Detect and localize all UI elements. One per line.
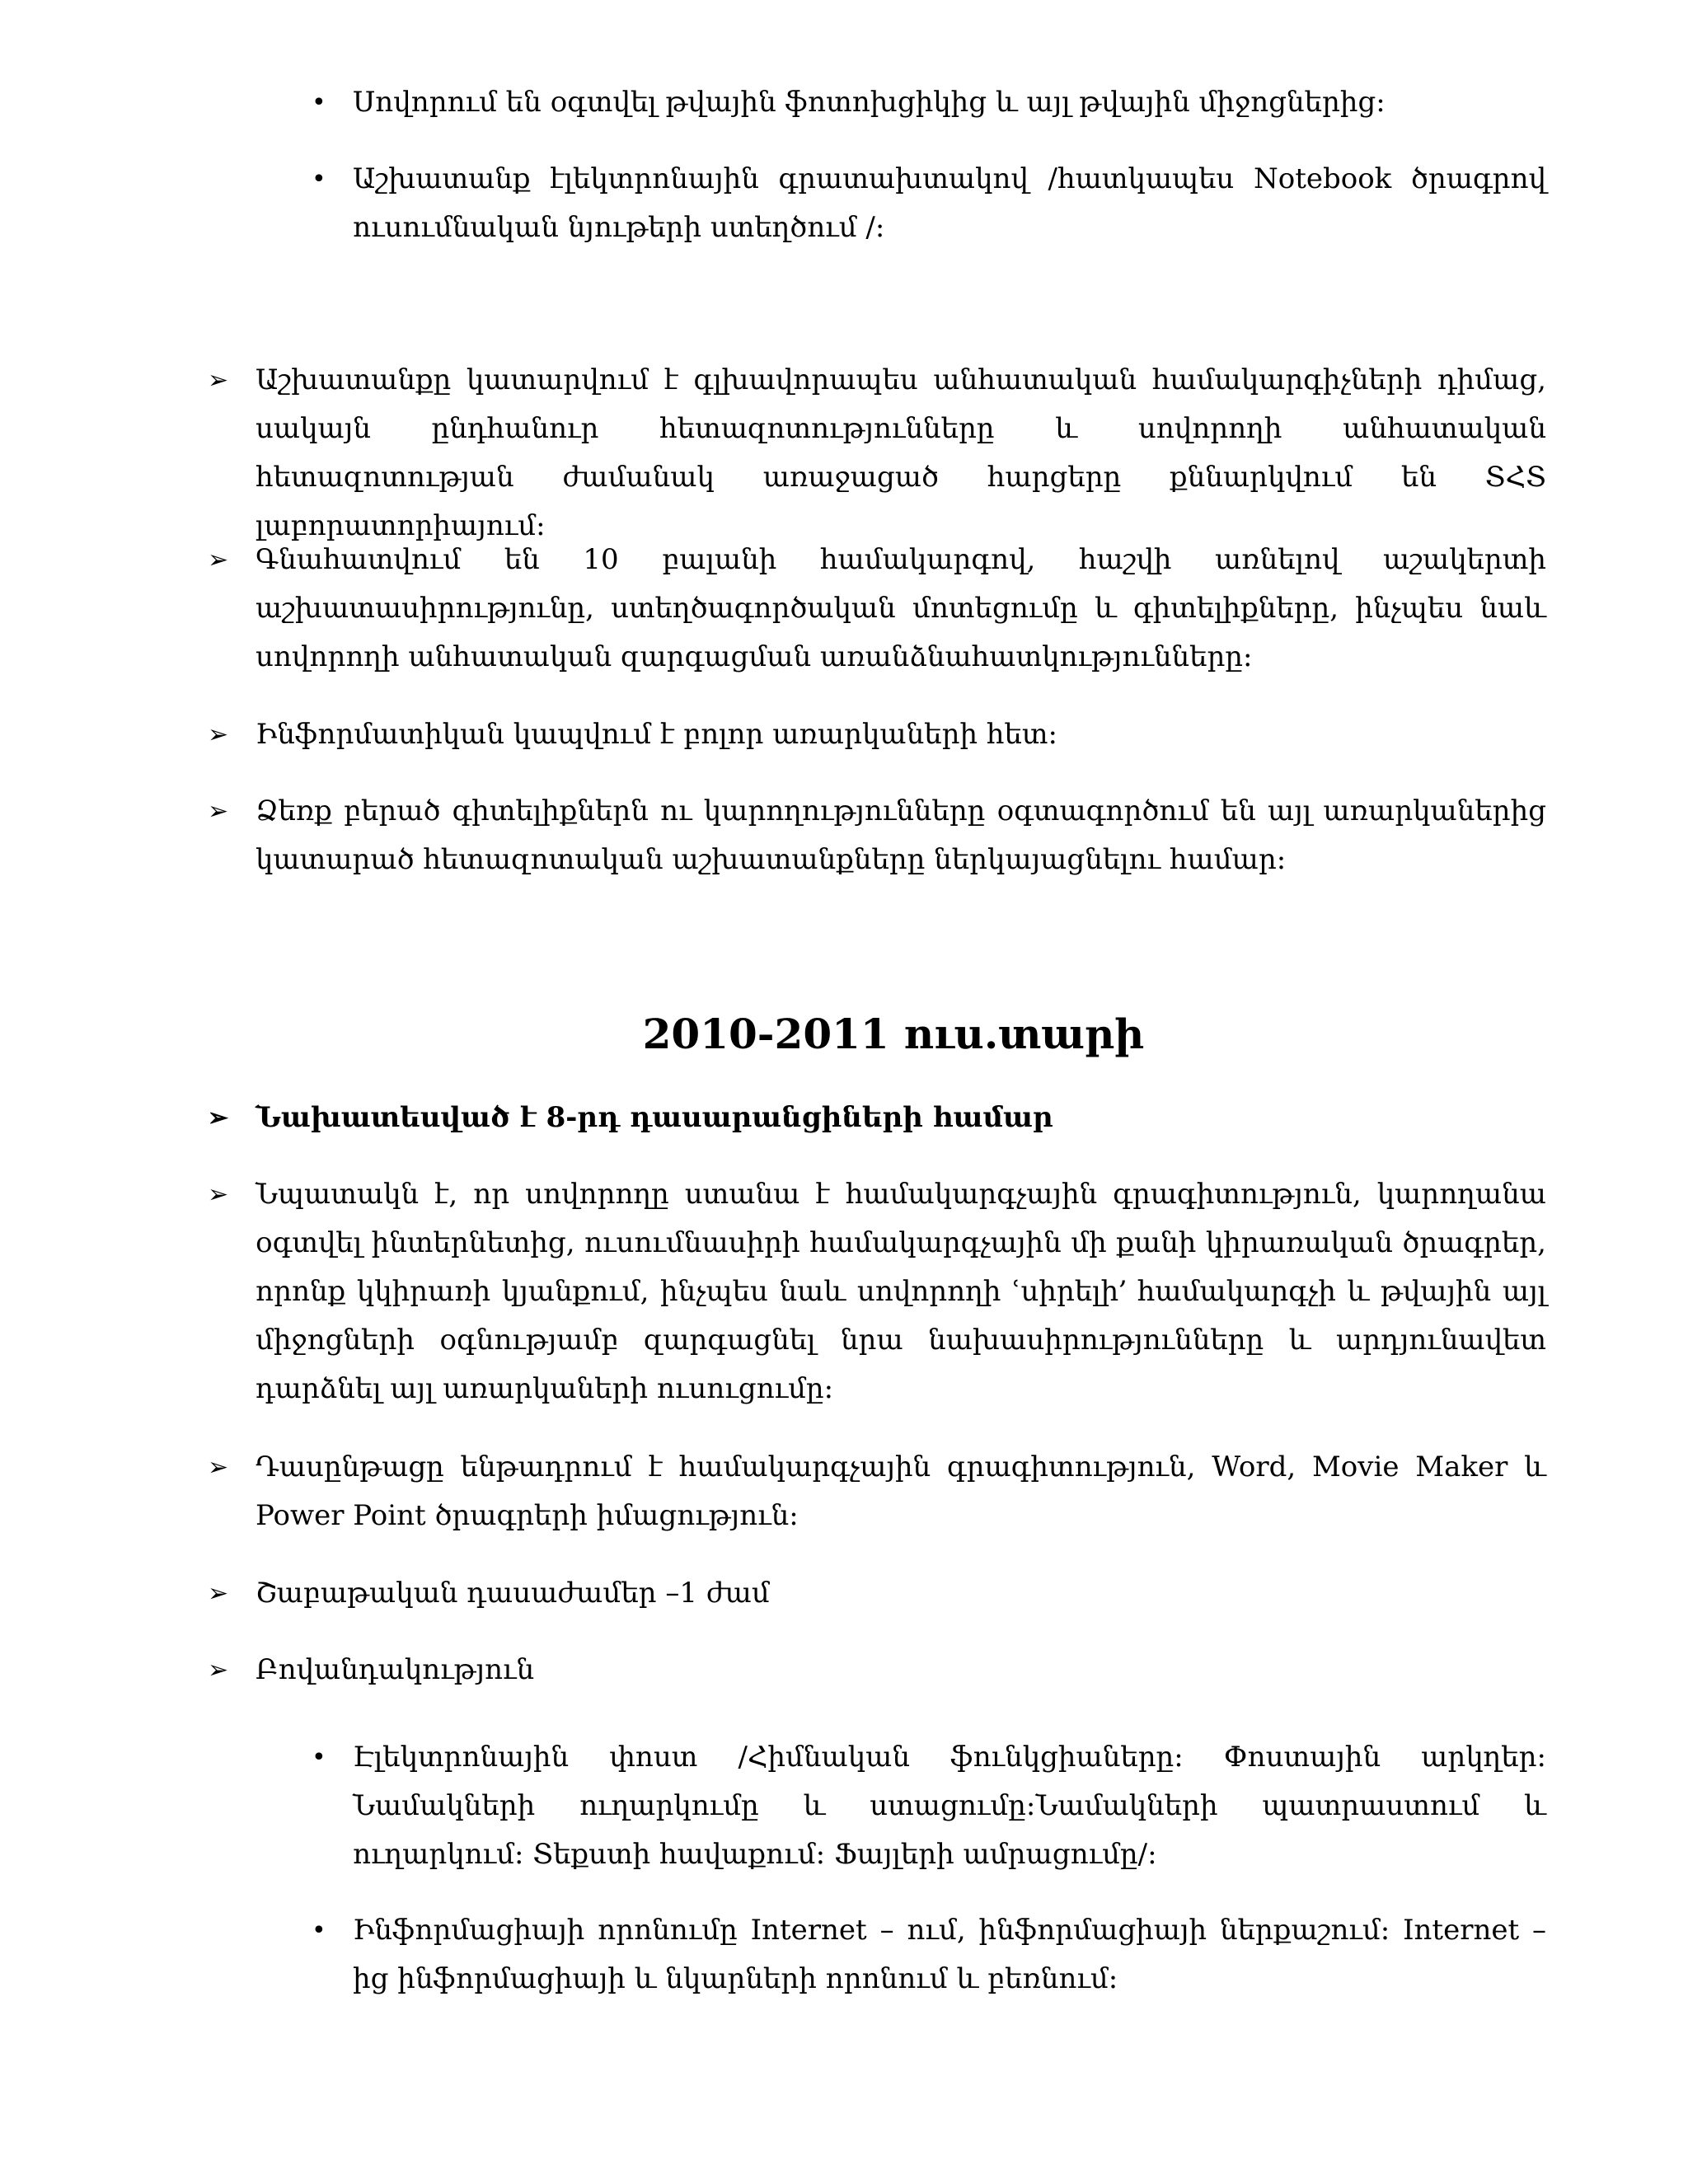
bullet-dot-marker: • bbox=[312, 165, 326, 194]
bullet-dot-marker: • bbox=[312, 1743, 326, 1772]
list-item-text: Աշխատանք էլեկտրոնային գրատախտակով /հատկապես Notebook ծրագրով ուսումնական նյութերի ստեղծում /: bbox=[353, 162, 1546, 244]
bullet-arrow-marker: ➢ bbox=[208, 366, 229, 395]
bullet-arrow-marker: ➢ bbox=[208, 720, 229, 749]
list-item-text: Ձեռք բերած գիտելիքներն ու կարողությունները օգտագործում են այլ առարկաներից կատարած հետազոտական աշխատանքները ներկայացնելու համար: bbox=[256, 794, 1546, 876]
list-item bbox=[208, 787, 1546, 884]
bullet-arrow-marker: ➢ bbox=[208, 797, 229, 826]
list-item bbox=[312, 78, 1546, 127]
bullet-arrow-marker: ➢ bbox=[208, 1180, 229, 1209]
bullet-dot-marker: • bbox=[312, 1916, 326, 1945]
list-item bbox=[208, 1443, 1546, 1540]
list-item-text: Նախատեսված է 8-րդ դասարանցիների համար bbox=[256, 1101, 1053, 1134]
list-item-text: Ինֆորմացիայի որոնումը Internet – ում, ինֆորմացիայի ներքաշում: Internet –ից ինֆորմացիայի և նկարների որոնում և բեռնում։ bbox=[353, 1914, 1546, 1995]
bullet-arrow-marker: ➢ bbox=[208, 546, 229, 574]
list-item bbox=[208, 356, 1546, 551]
list-item-text: Սովորում են օգտվել թվային ֆոտոխցիկից և այլ թվային միջոցներից: bbox=[353, 86, 1386, 119]
list-item bbox=[208, 710, 1546, 759]
bullet-arrow-marker: ➢ bbox=[208, 1453, 229, 1482]
list-item bbox=[208, 1094, 1546, 1142]
list-item bbox=[208, 1170, 1546, 1413]
list-item-text: Աշխատանքը կատարվում է գլխավորապես անհատական համակարգիչների դիմաց, սակայն ընդհանուր հետազոտությունները և սովորողի անհատական հետազոտության ժամանակ առաջացած հարցերը քննարկվում են ՏՀՏ լաբորատորիայում: bbox=[256, 363, 1546, 542]
section-heading bbox=[0, 1010, 1688, 1059]
list-item bbox=[312, 155, 1546, 252]
list-item bbox=[208, 1646, 1546, 1694]
bullet-arrow-marker: ➢ bbox=[208, 1579, 229, 1608]
list-item bbox=[312, 1906, 1546, 2004]
list-item bbox=[312, 1733, 1546, 1879]
section-heading-text: 2010-2011 ուս.տարի bbox=[642, 1010, 1145, 1058]
list-item-text: Նպատակն է, որ սովորողը ստանա է համակարգչային գրագիտություն, կարողանա օգտվել ինտերնետից, ուսումնասիրի համակարգչային մի քանի կիրառական ծրագրեր, որոնք կկիրառի կյանքում, ինչպես նաև սովորողի ՙսիրելի՚ համակարգչի և թվային այլ միջոցների օգնությամբ զարգացնել նրա նախասիրությունները և արդյունավետ դարձնել այլ առարկաների ուսուցումը։ bbox=[256, 1178, 1546, 1405]
bullet-arrow-marker: ➢ bbox=[208, 1656, 229, 1685]
list-item-text: Ինֆորմատիկան կապվում է բոլոր առարկաների հետ: bbox=[256, 718, 1057, 751]
list-item bbox=[208, 1569, 1546, 1618]
list-item-text: Շաբաթական դասաժամեր –1 ժամ bbox=[256, 1577, 770, 1610]
list-item bbox=[208, 536, 1546, 682]
list-item-text: Գնահատվում են 10 բալանի համակարգով, հաշվի առնելով աշակերտի աշխատասիրությունը, ստեղծագործական մոտեցումը և գիտելիքները, ինչպես նաև սովորողի անհատական զարգացման առանձնահատկությունները։ bbox=[256, 543, 1546, 673]
list-item-text: Դասընթացը ենթադրում է համակարգչային գրագիտություն, Word, Movie Maker և Power Point ծրագրերի իմացություն: bbox=[256, 1451, 1546, 1532]
list-item-text: Էլեկտրոնային փոստ /Հիմնական ֆունկցիաները: Փոստային արկղեր: Նամակների ուղարկումը և ստացումը:Նամակների պատրաստում և ուղարկում: Տեքստի հավաքում: Ֆայլերի ամրացումը/: bbox=[353, 1741, 1546, 1871]
bullet-dot-marker: • bbox=[312, 88, 326, 117]
bullet-arrow-marker: ➢ bbox=[208, 1104, 229, 1132]
list-item-text: Բովանդակություն bbox=[256, 1653, 535, 1686]
